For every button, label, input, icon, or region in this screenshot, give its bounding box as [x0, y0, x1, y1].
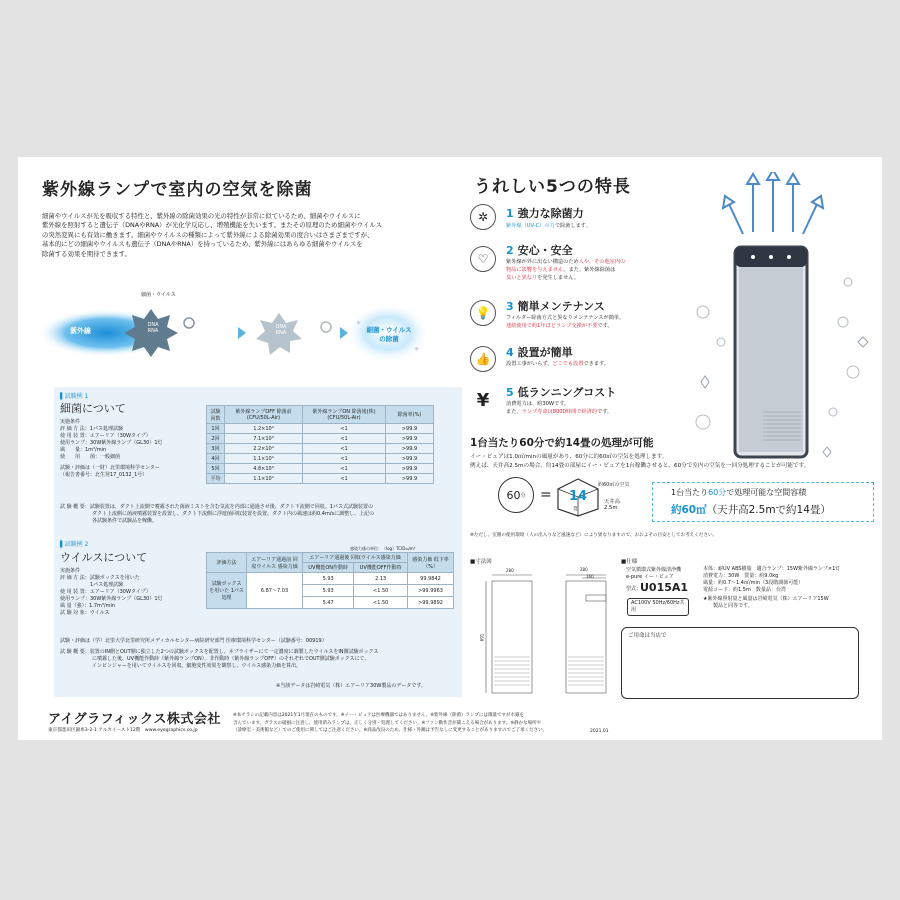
test1-heading: 細菌について: [60, 402, 126, 415]
hl: ランプ寿命は8000時間で経済的: [521, 409, 598, 415]
cell: 5.93: [303, 573, 354, 585]
txt: を発生しません。: [537, 275, 579, 281]
feature-number: 4: [506, 346, 514, 359]
test1-conditions: [60, 419, 200, 479]
txt: 設置工事がいらず、: [506, 361, 553, 367]
txt: で処理可能な空間容積: [726, 488, 807, 497]
feature-text: [506, 360, 676, 368]
model-number: U015A1: [640, 581, 689, 594]
result-line: の除菌: [379, 335, 399, 343]
hl: 物品に影響を与えません: [506, 267, 564, 273]
uv-label: 紫外線: [70, 327, 91, 335]
cell: >99.9: [386, 434, 434, 444]
unit-note: 感染力価の単位：（log）TCID₅₀/m³: [350, 546, 416, 551]
side-vent: [568, 657, 604, 685]
uv-diagram: [36, 292, 456, 365]
capacity-text: [470, 453, 870, 471]
yen-icon: ¥: [470, 387, 496, 413]
power-badge: AC100V 50Hz/60Hz共用: [627, 598, 689, 616]
disclaimer-line: ※本チラシの記載内容は2021年1月現在のものです。※イー・ピュアは医療機器ではありません。※紫外線（除菌）ランプには微量ですが水銀を: [233, 713, 525, 718]
callout-line2: [671, 502, 831, 517]
summary-line: 試 験 概 要：装置のIN側とOUT側に独立した2つの試験ボックスを配置し、ネブライザーにて一定濃度に調製したウイルスをIN側試験ボックス: [60, 649, 379, 655]
cell: <1: [302, 424, 385, 434]
intro-line: の突然変異にも有効に働きます。細菌やウイルスの種類によって紫外線による除菌効果の度合いはさまざまですが、: [42, 230, 374, 239]
feature-title: 強力な除菌力: [517, 207, 584, 220]
cell: >99.9: [386, 454, 434, 464]
spec-star-note: ★紫外線照射量と風量は岩崎電気（株）エアーリア15W: [703, 596, 829, 602]
feature-title: 設置が簡単: [517, 346, 573, 359]
arrow-icon: [238, 327, 246, 339]
cell: 2回: [207, 434, 225, 444]
intro-line: 紫外線を照射すると遺伝子（DNAやRNA）が光化学反応し、増殖機能を失います。またその原理のため細菌やウイルス: [42, 221, 382, 230]
heart-hand-icon: ♡: [470, 246, 496, 272]
cell: 5回: [207, 464, 225, 474]
cell: 2.13: [354, 573, 408, 585]
cond-title: 実施条件: [60, 568, 81, 574]
room-number: 14: [569, 489, 588, 504]
room-volume: 約60㎥の空気: [598, 482, 630, 488]
clock-icon: [498, 477, 534, 513]
test2-heading: ウイルスについて: [60, 551, 148, 564]
cond-line: 使 用 装 置：エアーリア（30Wタイプ）: [60, 589, 151, 595]
cell: <1: [302, 434, 385, 444]
product-svg: [673, 172, 873, 472]
feature-title: 簡単メンテナンス: [517, 300, 605, 313]
feature-number: 3: [506, 300, 514, 313]
airflow-arrows: [723, 172, 823, 234]
front-view: [492, 575, 532, 693]
cell: 6.87〜7.03: [247, 573, 303, 609]
intro-line: 基本的にどの細菌やウイルスも遺伝子（DNAやRNA）を持っているため、紫外線にはあらゆる細菌やウイルスを: [42, 240, 363, 249]
dealer-label: ご用命は当店で: [628, 633, 667, 639]
txt: 。また、紫外線除菌は: [563, 267, 616, 273]
summary-line: ダクト上流側に菌液噴霧装置を設置し、ダクト下流側に浮遊菌回収装置を設置。ダクト内の風速は約0.4m/sに調整し、上記の: [92, 511, 375, 517]
ceiling-height: 天井高 2.5m: [604, 499, 620, 511]
test2-table: [206, 552, 454, 609]
summary-line: インピンジャーを用いてウイルスを回収。細胞変性効果を観察し、ウイルス感染力価を算出。: [92, 663, 302, 669]
capacity-note: ※ただし、室圏の使用環境（人の出入りなど風速など）により異なりますので、おおよその目安としてお考えください。: [470, 533, 718, 538]
clock-unit: 分: [520, 492, 526, 499]
feature-text: [506, 314, 676, 330]
test2-tag: ▌試験例 2: [60, 541, 89, 548]
txt: （天井高2.5mで約14畳）: [706, 504, 831, 516]
txt: 消費電力は、約30Wです。: [506, 401, 570, 407]
table-row: [207, 474, 434, 484]
th-uv-off: UV機能OFF作動時: [354, 563, 408, 573]
test1-lab: 試験・評価は（一財）北里環境科学センター: [60, 465, 160, 471]
th-count: 試験回数: [207, 406, 225, 424]
txt: フィルター除菌方式と異なりメンテナンスが簡単。: [506, 315, 625, 321]
cell: <1: [302, 444, 385, 454]
hl: 臭いと異なり: [506, 275, 538, 281]
sparkle-icon: ✳: [356, 320, 362, 327]
intro-text: [42, 212, 457, 259]
rna-label: RNA: [275, 330, 287, 336]
cell: 1回: [207, 424, 225, 434]
cell: >99.9963: [408, 585, 454, 597]
cond-line: 評 価 方 法：試験ボックスを用いた: [60, 575, 140, 581]
capacity-title: 1台当たり60分で約14畳の処理が可能: [470, 437, 654, 449]
feature-text: [506, 400, 676, 416]
cell: >99.9: [386, 464, 434, 474]
dna-label: DNA: [275, 324, 287, 330]
bacteria-icon: [184, 318, 194, 328]
width-front: 280: [506, 568, 514, 573]
cond-line: 使用ランプ：30W紫外線ランプ（GL30）1灯: [60, 596, 163, 602]
test2-lab: 試験・評価は（学）北里大学北里研究所メディカルセンター病院研究部門 医療環境科学センター（試験番号：00919）: [60, 638, 327, 644]
cell: 5.47: [303, 597, 354, 609]
hl: 人や、その他室内の: [578, 259, 626, 265]
flyer-sheet: [18, 157, 882, 740]
cell: >99.9: [386, 424, 434, 434]
dna-rna-faded-label: [272, 324, 290, 336]
device-panel: [739, 252, 803, 452]
th-after: エアーリア通過後 回収ウイルス感染力価: [303, 553, 408, 563]
cell: 試験ボックス を用いた 1パス処理: [207, 573, 247, 609]
cond-line: 1パス処理試験: [60, 582, 124, 588]
cell: 4.8×10³: [225, 464, 303, 474]
table-row: [207, 444, 434, 454]
cond-line: 評 価 方 法：1パス処理試験: [60, 426, 123, 432]
hl: どこでも設置: [552, 361, 584, 367]
issue-date: 2021.01: [590, 729, 609, 734]
capacity-callout: [652, 482, 874, 522]
test1-report: （報告書番号：北生発17_0132_1号）: [60, 472, 148, 478]
feature-number: 1: [506, 207, 514, 220]
feature-number: 5: [506, 386, 514, 399]
cond-line: 使用ランプ：30W紫外線ランプ（GL30）1灯: [60, 440, 163, 446]
width-side: 280: [580, 567, 588, 572]
cell: <1: [302, 474, 385, 484]
th-rate: 感染力価 低下率（%）: [408, 553, 454, 573]
cell: 7.1×10³: [225, 434, 303, 444]
summary-line: 試 験 概 要：試験装置は、ダクト上流側で噴霧された菌液ミストを含む気流を内部に通過させ後、ダクト下流側で回収。1パス式試験装置の: [60, 504, 373, 510]
cell: >99.9: [386, 474, 434, 484]
test2-footnote: ※当該データは岩崎電気（株）エアーリア30W製品のデータです。: [276, 683, 426, 689]
front-vent: [494, 657, 530, 685]
cell: <1.50: [354, 585, 408, 597]
txt: です。: [597, 409, 613, 415]
capacity-line: 例えば、天井高2.5mの場合、約14畳の部屋にイー・ピュアを1台稼働させると、60分で室内の空気を一回分処理することが可能です。: [470, 463, 810, 469]
test2-tag-text: 試験例 2: [64, 541, 89, 548]
cond-line: 使 用 装 置：エアーリア（30Wタイプ）: [60, 433, 151, 439]
txt: です。: [597, 323, 613, 329]
callout-line1: [671, 487, 806, 498]
spec-details: [703, 566, 873, 610]
hl: 連続使用で約1年ほどランプ交換が不要: [506, 323, 598, 329]
hl: 約60㎥: [671, 504, 707, 516]
test1-tag: ▌試験例 1: [60, 393, 89, 400]
spec-name1: 空気循環式紫外線清浄機: [626, 567, 682, 573]
result-label: [363, 325, 415, 343]
spec-line: 風量：約0.7〜1.4㎥/min（3段階調節可能）: [703, 580, 804, 586]
company-logo: アイグラフィックス株式会社: [48, 712, 221, 727]
cell: <1: [302, 464, 385, 474]
cell: 2.2×10⁴: [225, 444, 303, 454]
table-row: [207, 573, 454, 585]
test2-summary: [60, 649, 460, 670]
room-unit: 畳: [573, 507, 578, 512]
table-row: [207, 424, 434, 434]
cell: 1.1×10⁴: [225, 454, 303, 464]
spec-line: 消費電力：30W 質量：約9.0kg: [703, 573, 779, 579]
bacteria-faded-icon: [321, 322, 331, 332]
test1-summary: [60, 504, 460, 525]
left-title: 紫外線ランプで室内の空気を除菌: [42, 180, 313, 200]
right-title: うれしい5つの特長: [474, 177, 631, 197]
cell: 4回: [207, 454, 225, 464]
spec-name2: e-pure イー・ピュア: [626, 574, 674, 580]
uv-swirl-icon: ✲: [470, 204, 496, 230]
dims-label: ■寸法図: [470, 559, 492, 565]
side-view: [566, 575, 606, 693]
txt: また、: [506, 409, 522, 415]
spec-star-note: 製品と同等です。: [713, 603, 753, 609]
feature-title: 低ランニングコスト: [517, 386, 617, 399]
txt: で除菌します。: [554, 223, 591, 229]
dna-label: DNA: [147, 322, 159, 328]
cond-line: 試 験 対 象：ウイルス: [60, 610, 110, 616]
table-row: [207, 434, 434, 444]
spec-label: ■仕様: [621, 559, 638, 565]
cell: >99.9892: [408, 597, 454, 609]
lamp-icon: 💡: [470, 300, 496, 326]
th-uv-on: UV機能ON作動時: [303, 563, 354, 573]
clock-number: 60: [506, 488, 521, 502]
th-rate: 除菌率(%): [386, 406, 434, 424]
txt: 1台当たり: [671, 488, 709, 497]
th-after: 紫外線ランプON 除菌後(株)(CFU/50L-Air): [302, 406, 385, 424]
dimension-drawing: [478, 565, 628, 695]
cond-title: 実施条件: [60, 419, 81, 425]
hl: 紫外線（UV-C）の力: [506, 223, 555, 229]
rna-label: RNA: [147, 328, 159, 334]
summary-line: 各試験条件で試験品を稼働。: [92, 518, 158, 524]
feature-text: [506, 258, 676, 282]
cond-line: 使 用 菌：一般細菌: [60, 454, 121, 460]
test1-tag-text: 試験例 1: [64, 393, 89, 400]
dealer-box: [621, 627, 859, 699]
cell: 5.93: [303, 585, 354, 597]
test1-table: [206, 405, 434, 484]
cell: 1.1×10⁴: [225, 474, 303, 484]
feature-text: [506, 222, 676, 230]
feature-number: 2: [506, 244, 514, 257]
table-row: [207, 464, 434, 474]
summary-line: に噴霧した後、UV機能作動時（紫外線ランプON）、非作動時（紫外線ランプOFF）のそれぞれでOUT側試験ボックスにて、: [92, 656, 370, 662]
product-image: [673, 172, 873, 472]
cond-line: 風 量（強）：1.7m³/min: [60, 603, 116, 609]
txt: 紫外線が外に出ない構造のため: [506, 259, 579, 265]
hl: 60分: [708, 488, 727, 497]
company-address: 東京都墨田区錦糸3-2-1 アルカイースト12階 www.eyegraphics.co.jp: [48, 728, 198, 733]
cond-line: 風 量：1m³/min: [60, 447, 107, 453]
intro-line: 除菌する効果を期待できます。: [42, 249, 131, 258]
dna-rna-label: [144, 322, 162, 334]
feature-title: 安心・安全: [517, 244, 573, 257]
spec-line: 本体：耐UV ABS樹脂 適合ランプ：15W紫外線ランプ×1灯: [703, 566, 841, 572]
capacity-line: イー・ピュアは1.0㎥/minの風量があり、60分に約60㎥の空気を処理します。: [470, 454, 668, 460]
sparkle-icon: ✳: [414, 346, 420, 353]
th-before: エアーリア通過前 回収ウイルス 感染力価: [247, 553, 303, 573]
spec-line: 電源コード：約1.5m 数量品：台湾: [703, 587, 786, 593]
cell: 1.2×10⁴: [225, 424, 303, 434]
intro-line: 細菌やウイルスが光を吸収する特性と、紫外線の除菌効果の光の特性が非常に似ているため、細菌やウイルスに: [42, 212, 361, 220]
disclaimer: [233, 712, 593, 735]
disclaimer-line: 含んでいます。ガラスの破損に注意し、使用済みランプは、正しく分別・処理してください。※ファン動作音が聞こえる場合があります。※静かな場所や: [233, 720, 542, 726]
disclaimer-line: （診療室・美術館など）でのご使用に関してはご注意ください。※商品改良のため、仕様・外観は予告なしに変更することがありますのでご了承ください。: [233, 728, 548, 733]
cell: 99.9842: [408, 573, 454, 585]
thumbs-up-icon: 👍: [470, 346, 496, 372]
spec-name: [626, 567, 681, 581]
result-line: 細菌・ウイルス: [366, 326, 412, 334]
model-label: 型式：: [626, 586, 642, 592]
th-eval: 評価方法: [207, 553, 247, 573]
height-value: 691: [479, 633, 485, 642]
cell: >99.9: [386, 444, 434, 454]
equals-sign: =: [540, 487, 552, 503]
cell: <1: [302, 454, 385, 464]
depth-side: 160: [586, 574, 594, 579]
test2-conditions: [60, 568, 200, 617]
diagram-label-bacteria-virus: 細菌・ウイルス: [141, 292, 176, 298]
table-row: [207, 454, 434, 464]
test-examples-panel: [54, 387, 462, 697]
cell: <1.50: [354, 597, 408, 609]
cell: 平均: [207, 474, 225, 484]
dims-svg: [478, 565, 628, 695]
th-before: 紫外線ランプOFF 除菌前(CFU/50L-Air): [225, 406, 303, 424]
cell: 3回: [207, 444, 225, 454]
txt: できます。: [583, 361, 609, 367]
